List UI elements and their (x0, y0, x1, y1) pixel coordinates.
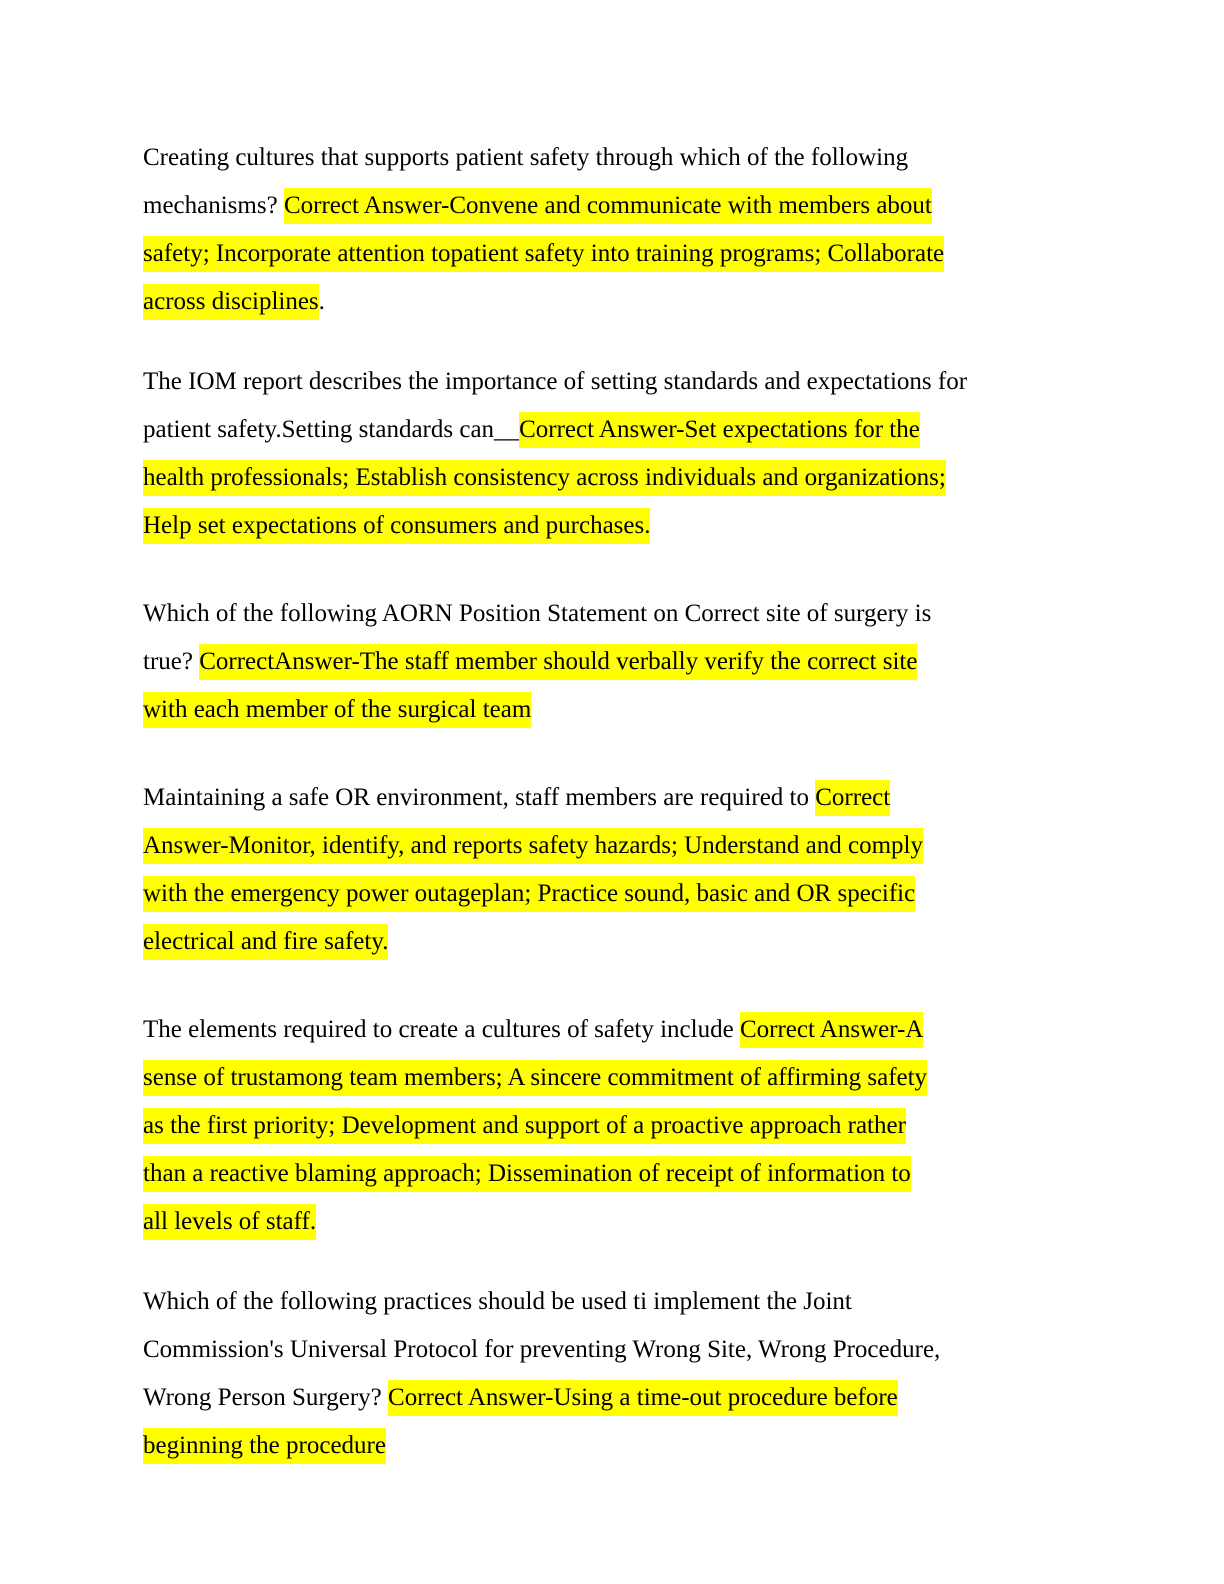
answer-highlight: beginning the procedure (143, 1428, 386, 1464)
answer-highlight: Help set expectations of consumers and purchases. (143, 508, 650, 544)
text-line (143, 182, 1083, 230)
answer-highlight: Correct Answer-Using a time-out procedure before (388, 1380, 898, 1416)
text-line (143, 1006, 1083, 1054)
answer-highlight: all levels of staff. (143, 1204, 316, 1240)
question-block (143, 774, 1083, 966)
trailing-text: . (318, 288, 325, 315)
text-line (143, 870, 1083, 918)
question-text: Wrong Person Surgery? (143, 1384, 389, 1411)
text-line (143, 918, 1083, 966)
question-block (143, 358, 1083, 550)
text-line (143, 358, 1083, 406)
text-line (143, 822, 1083, 870)
text-line (143, 278, 1083, 326)
answer-highlight: health professionals; Establish consistency across individuals and organizations; (143, 460, 946, 496)
text-line (143, 454, 1083, 502)
question-text: The IOM report describes the importance of setting standards and expectations for (143, 368, 968, 395)
answer-highlight: than a reactive blaming approach; Dissemination of receipt of information to (143, 1156, 911, 1192)
answer-highlight: Correct Answer-Convene and communicate with members about (284, 188, 932, 224)
answer-highlight: sense of trustamong team members; A sincere commitment of affirming safety (143, 1060, 927, 1096)
answer-highlight: with the emergency power outageplan; Practice sound, basic and OR specific (143, 876, 915, 912)
text-line (143, 686, 1083, 734)
text-line (143, 638, 1083, 686)
answer-highlight: Correct Answer-A (740, 1012, 923, 1048)
answer-highlight: Correct (815, 780, 890, 816)
question-block (143, 134, 1083, 326)
text-line (143, 134, 1083, 182)
text-line (143, 230, 1083, 278)
answer-highlight: as the first priority; Development and support of a proactive approach rather (143, 1108, 906, 1144)
question-text: mechanisms? (143, 192, 284, 219)
text-line (143, 1326, 1083, 1374)
text-line (143, 1150, 1083, 1198)
text-line (143, 406, 1083, 454)
text-line (143, 1422, 1083, 1470)
text-line (143, 1278, 1083, 1326)
answer-highlight: CorrectAnswer-The staff member should verbally verify the correct site (199, 644, 917, 680)
text-line (143, 1102, 1083, 1150)
question-block (143, 1006, 1083, 1246)
answer-highlight: Answer-Monitor, identify, and reports safety hazards; Understand and comply (143, 828, 923, 864)
question-block (143, 1278, 1083, 1470)
text-line (143, 1374, 1083, 1422)
answer-highlight: electrical and fire safety. (143, 924, 388, 960)
text-line (143, 1198, 1083, 1246)
question-text: The elements required to create a cultures of safety include (143, 1016, 740, 1043)
question-text: Creating cultures that supports patient safety through which of the following (143, 144, 909, 171)
answer-highlight: Correct Answer-Set expectations for the (519, 412, 920, 448)
question-text: Commission's Universal Protocol for preventing Wrong Site, Wrong Procedure, (143, 1336, 941, 1363)
answer-highlight: with each member of the surgical team (143, 692, 531, 728)
answer-highlight: safety; Incorporate attention topatient safety into training programs; Collaborate (143, 236, 944, 272)
text-line (143, 502, 1083, 550)
question-text: Which of the following practices should be used ti implement the Joint (143, 1288, 852, 1315)
question-text: patient safety.Setting standards can__ (143, 416, 520, 443)
text-line (143, 774, 1083, 822)
text-line (143, 590, 1083, 638)
question-text: Which of the following AORN Position Statement on Correct site of surgery is (143, 600, 932, 627)
question-block (143, 590, 1083, 734)
text-line (143, 1054, 1083, 1102)
answer-highlight: across disciplines (143, 284, 319, 320)
question-text: Maintaining a safe OR environment, staff members are required to (143, 784, 816, 811)
question-text: true? (143, 648, 200, 675)
